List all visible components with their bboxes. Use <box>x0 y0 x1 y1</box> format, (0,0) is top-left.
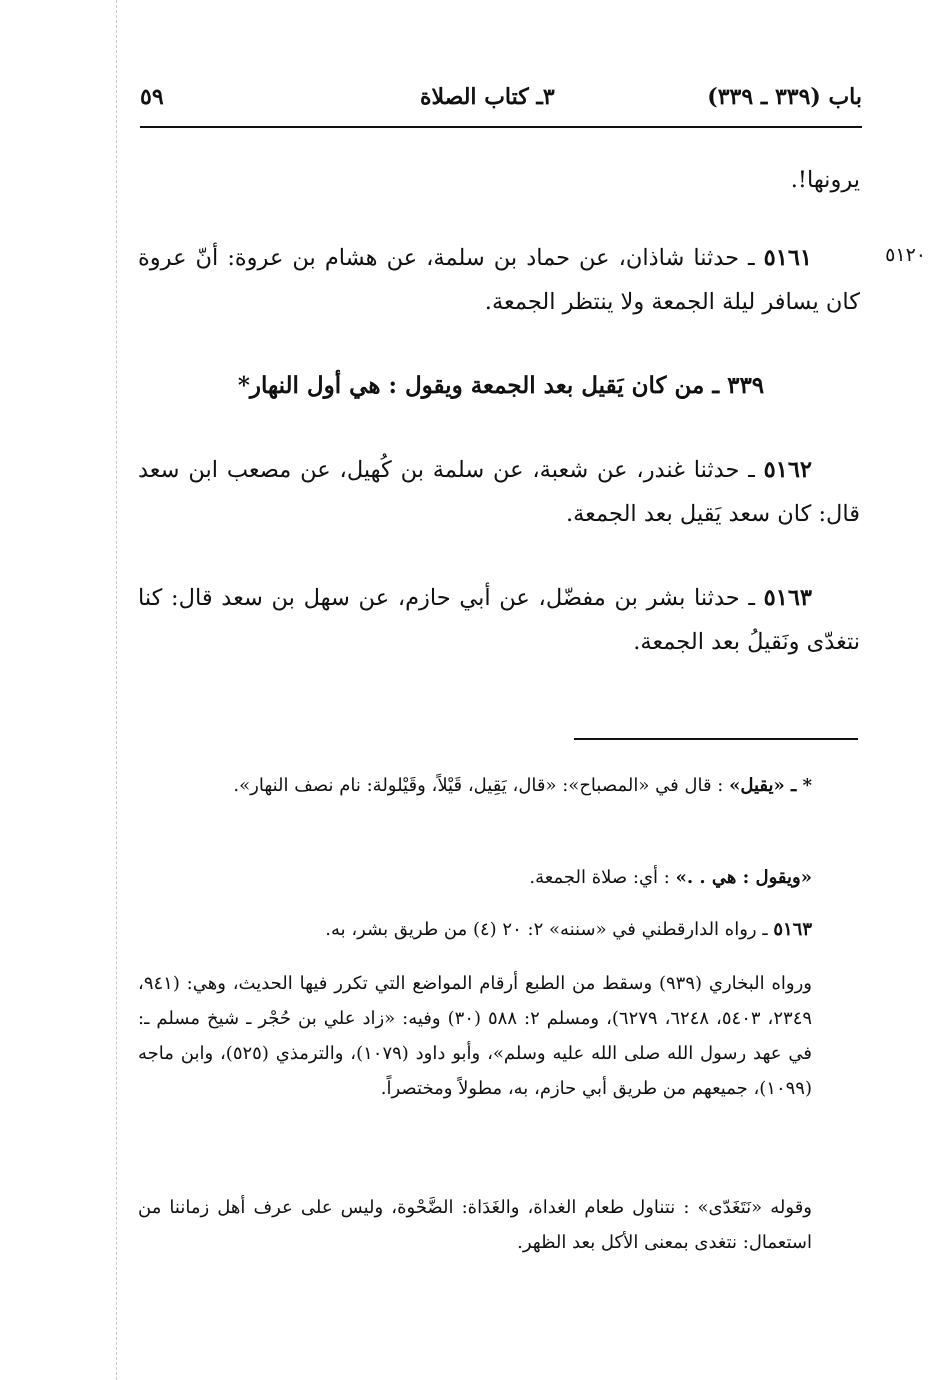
hadith-number: ٥١٦١ <box>763 245 812 271</box>
footnote-nataghadda <box>138 1190 860 1260</box>
hadith-5163 <box>138 576 860 664</box>
footnote-text: وقوله «نَتَغَدّى» : نتناول طعام الغداة، والغَدَاة: الضَّحْوة، وليس على عرف أهل زماننا من استعمال: نتغدى بمعنى الأكل بعد الظهر. <box>138 1197 812 1253</box>
footnote-separator <box>574 738 858 740</box>
hadith-5162 <box>138 448 860 536</box>
footnote-text: : أي: صلاة الجمعة. <box>529 867 676 888</box>
footnote-5163 <box>138 912 860 947</box>
footnote-text: ورواه البخاري (٩٣٩) وسقط من الطبع أرقام المواضع التي تكرر فيها الحديث، وهي: (٩٤١، ٢٣٤٩، ٥٤٠٣، ٦٢٤٨، ٦٢٧٩)، ومسلم ٢: ٥٨٨ (٣٠) وفيه: «زاد علي بن حُجْر ـ شيخ مسلم ـ: في عهد رسول الله صلى الله عليه وسلم»، وأبو داود (١٠٧٩)، والترمذي (٥٢٥)، وابن ماجه (١٠٩٩)، جميعهم من طريق أبي حازم، به، مطولاً ومختصراً. <box>138 973 813 1099</box>
header-rule <box>140 126 862 128</box>
hadith-number: ٥١٦٢ <box>763 457 812 483</box>
footnote-sources <box>138 966 860 1106</box>
footnote-wayaqul <box>138 860 860 895</box>
running-header <box>140 84 862 120</box>
hadith-text: ـ حدثنا بشر بن مفضّل، عن أبي حازم، عن سهل بن سعد قال: كنا نتغدّى ونَقيلُ بعد الجمعة. <box>138 585 860 655</box>
margin-reference-number: ٥١٢٠ <box>885 244 926 266</box>
header-book-title: ٣ـ كتاب الصلاة <box>420 84 555 110</box>
page-edge-line <box>116 0 117 1380</box>
hadith-5161 <box>138 236 860 324</box>
footnote-lead: ٥١٦٣ <box>773 919 812 940</box>
hadith-text: ـ حدثنا غندر، عن شعبة، عن سلمة بن كُهيل، عن مصعب ابن سعد قال: كان سعد يَقيل بعد الجمعة. <box>138 457 860 527</box>
footnote-text: ـ رواه الدارقطني في «سننه» ٢: ٢٠ (٤) من طريق بشر، به. <box>325 919 774 940</box>
footnote-lead: «ويقول : هي . .» <box>675 867 812 888</box>
hadith-number: ٥١٦٣ <box>763 585 812 611</box>
chapter-heading: ٣٣٩ ـ من كان يَقيل بعد الجمعة ويقول : هي أول النهار* <box>237 372 765 399</box>
footnote-text: : قال في «المصباح»: «قال، يَقِيل، قَيْلاً، وقَيْلولة: نام نصف النهار». <box>233 775 730 796</box>
continuation-text: يرونها!. <box>790 167 860 193</box>
footnote-lead: * ـ «يقيل» <box>729 775 812 796</box>
continuation-line <box>138 158 860 202</box>
page-number: ٥٩ <box>140 84 164 110</box>
header-chapter-range: باب (٣٣٩ ـ ٣٣٩) <box>707 84 862 110</box>
footnote-yaqil <box>138 768 860 803</box>
hadith-text: ـ حدثنا شاذان، عن حماد بن سلمة، عن هشام بن عروة: أنّ عروة كان يسافر ليلة الجمعة ولا ينتظر الجمعة. <box>138 245 860 315</box>
